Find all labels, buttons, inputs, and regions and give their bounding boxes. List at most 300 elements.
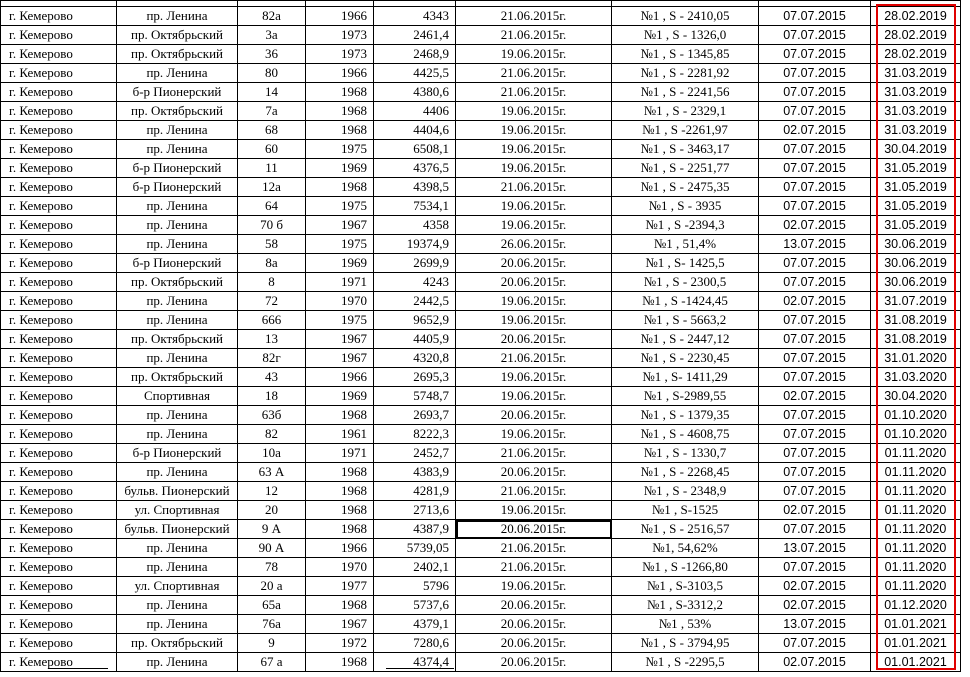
city-cell[interactable]: г. Кемерово [1,463,117,482]
inspection-date-cell[interactable]: 19.06.2015г. [456,292,612,311]
deadline-cell[interactable]: 30.04.2019 [871,140,961,159]
deadline-cell[interactable]: 01.11.2020 [871,520,961,539]
city-cell[interactable]: г. Кемерово [1,64,117,83]
act-cell[interactable]: №1 , S -2295,5 [612,653,759,672]
house-cell[interactable]: 20 а [238,577,306,596]
area-cell[interactable]: 19374,9 [374,235,456,254]
act-date-cell[interactable]: 02.07.2015 [759,387,871,406]
area-cell[interactable]: 2402,1 [374,558,456,577]
act-date-cell[interactable]: 13.07.2015 [759,539,871,558]
act-date-cell[interactable]: 02.07.2015 [759,596,871,615]
inspection-date-cell[interactable]: 20.06.2015г. [456,330,612,349]
inspection-date-cell[interactable]: 20.06.2015г. [456,273,612,292]
deadline-cell[interactable]: 31.05.2019 [871,178,961,197]
deadline-cell[interactable]: 30.04.2020 [871,387,961,406]
deadline-cell[interactable]: 28.02.2019 [871,45,961,64]
year-cell[interactable]: 1968 [306,121,374,140]
year-cell[interactable]: 1977 [306,577,374,596]
year-cell[interactable]: 1975 [306,197,374,216]
act-cell[interactable]: №1 , S - 2447,12 [612,330,759,349]
act-date-cell[interactable]: 07.07.2015 [759,159,871,178]
act-date-cell[interactable]: 07.07.2015 [759,634,871,653]
city-cell[interactable]: г. Кемерово [1,273,117,292]
city-cell[interactable]: г. Кемерово [1,235,117,254]
inspection-date-cell[interactable]: 21.06.2015г. [456,178,612,197]
deadline-cell[interactable]: 01.11.2020 [871,501,961,520]
house-cell[interactable]: 60 [238,140,306,159]
year-cell[interactable]: 1966 [306,368,374,387]
house-cell[interactable]: 666 [238,311,306,330]
year-cell[interactable]: 1973 [306,45,374,64]
act-cell[interactable]: №1 , S -2394,3 [612,216,759,235]
area-cell[interactable]: 4243 [374,273,456,292]
city-cell[interactable]: г. Кемерово [1,159,117,178]
act-cell[interactable]: №1 , S-2989,55 [612,387,759,406]
city-cell[interactable]: г. Кемерово [1,140,117,159]
inspection-date-cell[interactable]: 21.06.2015г. [456,26,612,45]
act-date-cell[interactable]: 07.07.2015 [759,7,871,26]
house-cell[interactable]: 43 [238,368,306,387]
act-date-cell[interactable]: 07.07.2015 [759,482,871,501]
act-cell[interactable]: №1 , S - 1326,0 [612,26,759,45]
year-cell[interactable]: 1969 [306,254,374,273]
street-cell[interactable]: пр. Ленина [117,292,238,311]
city-cell[interactable]: г. Кемерово [1,558,117,577]
area-cell[interactable]: 4379,1 [374,615,456,634]
city-cell[interactable]: г. Кемерово [1,482,117,501]
area-cell[interactable]: 5796 [374,577,456,596]
house-cell[interactable]: 78 [238,558,306,577]
act-date-cell[interactable]: 02.07.2015 [759,216,871,235]
street-cell[interactable]: бульв. Пионерский [117,482,238,501]
area-cell[interactable]: 7534,1 [374,197,456,216]
house-cell[interactable]: 58 [238,235,306,254]
year-cell[interactable]: 1968 [306,596,374,615]
inspection-date-cell[interactable]: 21.06.2015г. [456,539,612,558]
act-cell[interactable]: №1 , S - 2475,35 [612,178,759,197]
year-cell[interactable]: 1971 [306,444,374,463]
house-cell[interactable]: 90 А [238,539,306,558]
street-cell[interactable]: б-р Пионерский [117,83,238,102]
area-cell[interactable]: 4358 [374,216,456,235]
city-cell[interactable]: г. Кемерово [1,615,117,634]
house-cell[interactable]: 63 А [238,463,306,482]
street-cell[interactable]: б-р Пионерский [117,254,238,273]
year-cell[interactable]: 1970 [306,558,374,577]
act-cell[interactable]: №1 , S - 3794,95 [612,634,759,653]
street-cell[interactable]: пр. Октябрьский [117,273,238,292]
area-cell[interactable]: 9652,9 [374,311,456,330]
act-cell[interactable]: №1 , S- 1425,5 [612,254,759,273]
house-cell[interactable]: 70 б [238,216,306,235]
area-cell[interactable]: 4281,9 [374,482,456,501]
year-cell[interactable]: 1969 [306,159,374,178]
city-cell[interactable]: г. Кемерово [1,653,117,672]
area-cell[interactable]: 2695,3 [374,368,456,387]
inspection-date-cell[interactable]: 19.06.2015г. [456,501,612,520]
act-date-cell[interactable]: 07.07.2015 [759,26,871,45]
year-cell[interactable]: 1968 [306,501,374,520]
deadline-cell[interactable]: 31.08.2019 [871,330,961,349]
year-cell[interactable]: 1968 [306,463,374,482]
house-cell[interactable]: 76а [238,615,306,634]
street-cell[interactable]: пр. Октябрьский [117,330,238,349]
act-date-cell[interactable]: 07.07.2015 [759,349,871,368]
year-cell[interactable]: 1968 [306,653,374,672]
act-date-cell[interactable]: 07.07.2015 [759,368,871,387]
inspection-date-cell[interactable]: 19.06.2015г. [456,425,612,444]
act-date-cell[interactable]: 07.07.2015 [759,197,871,216]
act-date-cell[interactable]: 07.07.2015 [759,64,871,83]
deadline-cell[interactable]: 30.06.2019 [871,235,961,254]
act-cell[interactable]: №1 , S -2261,97 [612,121,759,140]
house-cell[interactable]: 36 [238,45,306,64]
inspection-date-cell[interactable]: 21.06.2015г. [456,7,612,26]
city-cell[interactable]: г. Кемерово [1,634,117,653]
city-cell[interactable]: г. Кемерово [1,577,117,596]
act-cell[interactable]: №1 , S - 2268,45 [612,463,759,482]
house-cell[interactable]: 63б [238,406,306,425]
street-cell[interactable]: пр. Ленина [117,216,238,235]
house-cell[interactable]: 64 [238,197,306,216]
deadline-cell[interactable]: 01.12.2020 [871,596,961,615]
deadline-cell[interactable]: 31.08.2019 [871,311,961,330]
year-cell[interactable]: 1968 [306,482,374,501]
deadline-cell[interactable]: 28.02.2019 [871,7,961,26]
deadline-cell[interactable]: 31.05.2019 [871,159,961,178]
city-cell[interactable]: г. Кемерово [1,7,117,26]
house-cell[interactable]: 80 [238,64,306,83]
deadline-cell[interactable]: 31.03.2019 [871,102,961,121]
act-cell[interactable]: №1 , S - 2300,5 [612,273,759,292]
house-cell[interactable]: 12а [238,178,306,197]
year-cell[interactable]: 1966 [306,7,374,26]
act-cell[interactable]: №1 , S - 2251,77 [612,159,759,178]
act-date-cell[interactable]: 13.07.2015 [759,615,871,634]
area-cell[interactable]: 4398,5 [374,178,456,197]
deadline-cell[interactable]: 31.05.2019 [871,197,961,216]
city-cell[interactable]: г. Кемерово [1,368,117,387]
year-cell[interactable]: 1961 [306,425,374,444]
city-cell[interactable]: г. Кемерово [1,501,117,520]
year-cell[interactable]: 1972 [306,634,374,653]
house-cell[interactable]: 20 [238,501,306,520]
house-cell[interactable]: 3а [238,26,306,45]
inspection-date-cell[interactable]: 21.06.2015г. [456,444,612,463]
deadline-cell[interactable]: 01.01.2021 [871,634,961,653]
city-cell[interactable]: г. Кемерово [1,83,117,102]
city-cell[interactable]: г. Кемерово [1,26,117,45]
house-cell[interactable]: 82 [238,425,306,444]
inspection-date-cell[interactable]: 20.06.2015г. [456,634,612,653]
area-cell[interactable]: 4320,8 [374,349,456,368]
act-date-cell[interactable]: 02.07.2015 [759,653,871,672]
house-cell[interactable]: 12 [238,482,306,501]
area-cell[interactable]: 8222,3 [374,425,456,444]
house-cell[interactable]: 72 [238,292,306,311]
city-cell[interactable]: г. Кемерово [1,45,117,64]
street-cell[interactable]: пр. Ленина [117,425,238,444]
house-cell[interactable]: 10а [238,444,306,463]
act-cell[interactable]: №1 , S - 4608,75 [612,425,759,444]
city-cell[interactable]: г. Кемерово [1,387,117,406]
act-date-cell[interactable]: 07.07.2015 [759,330,871,349]
house-cell[interactable]: 14 [238,83,306,102]
street-cell[interactable]: пр. Ленина [117,311,238,330]
year-cell[interactable]: 1968 [306,102,374,121]
city-cell[interactable]: г. Кемерово [1,596,117,615]
act-date-cell[interactable]: 02.07.2015 [759,501,871,520]
house-cell[interactable]: 8 [238,273,306,292]
deadline-cell[interactable]: 01.11.2020 [871,539,961,558]
city-cell[interactable]: г. Кемерово [1,292,117,311]
area-cell[interactable]: 5739,05 [374,539,456,558]
deadline-cell[interactable]: 01.01.2021 [871,653,961,672]
area-cell[interactable]: 2693,7 [374,406,456,425]
area-cell[interactable]: 2699,9 [374,254,456,273]
act-cell[interactable]: №1 , S - 3935 [612,197,759,216]
deadline-cell[interactable]: 31.03.2020 [871,368,961,387]
act-cell[interactable]: №1 , S - 2329,1 [612,102,759,121]
inspection-date-cell[interactable]: 21.06.2015г. [456,558,612,577]
city-cell[interactable]: г. Кемерово [1,216,117,235]
house-cell[interactable]: 7а [238,102,306,121]
deadline-cell[interactable]: 31.03.2019 [871,83,961,102]
act-cell[interactable]: №1 , S - 1379,35 [612,406,759,425]
deadline-cell[interactable]: 31.03.2019 [871,121,961,140]
act-cell[interactable]: №1 , S - 2348,9 [612,482,759,501]
street-cell[interactable]: пр. Октябрьский [117,45,238,64]
inspection-date-cell[interactable]: 19.06.2015г. [456,368,612,387]
city-cell[interactable]: г. Кемерово [1,121,117,140]
house-cell[interactable]: 11 [238,159,306,178]
act-date-cell[interactable]: 07.07.2015 [759,444,871,463]
area-cell[interactable]: 5737,6 [374,596,456,615]
city-cell[interactable]: г. Кемерово [1,520,117,539]
inspection-date-cell[interactable]: 19.06.2015г. [456,197,612,216]
act-cell[interactable]: №1 , S-3312,2 [612,596,759,615]
inspection-date-cell[interactable]: 20.06.2015г. [456,406,612,425]
year-cell[interactable]: 1973 [306,26,374,45]
act-cell[interactable]: №1 , S- 1411,29 [612,368,759,387]
act-date-cell[interactable]: 07.07.2015 [759,83,871,102]
street-cell[interactable]: Спортивная [117,387,238,406]
house-cell[interactable]: 67 а [238,653,306,672]
act-date-cell[interactable]: 07.07.2015 [759,45,871,64]
act-cell[interactable]: №1 , S-3103,5 [612,577,759,596]
area-cell[interactable]: 2452,7 [374,444,456,463]
street-cell[interactable]: б-р Пионерский [117,444,238,463]
act-date-cell[interactable]: 07.07.2015 [759,520,871,539]
house-cell[interactable]: 68 [238,121,306,140]
act-cell[interactable]: №1, 54,62% [612,539,759,558]
street-cell[interactable]: б-р Пионерский [117,178,238,197]
act-cell[interactable]: №1 , S -1424,45 [612,292,759,311]
street-cell[interactable]: пр. Ленина [117,140,238,159]
inspection-date-cell[interactable]: 21.06.2015г. [456,83,612,102]
inspection-date-cell[interactable]: 19.06.2015г. [456,140,612,159]
city-cell[interactable]: г. Кемерово [1,102,117,121]
deadline-cell[interactable]: 01.10.2020 [871,406,961,425]
year-cell[interactable]: 1975 [306,140,374,159]
city-cell[interactable]: г. Кемерово [1,406,117,425]
year-cell[interactable]: 1967 [306,330,374,349]
area-cell[interactable]: 6508,1 [374,140,456,159]
city-cell[interactable]: г. Кемерово [1,349,117,368]
street-cell[interactable]: пр. Октябрьский [117,634,238,653]
act-date-cell[interactable]: 02.07.2015 [759,577,871,596]
area-cell[interactable]: 2461,4 [374,26,456,45]
deadline-cell[interactable]: 01.11.2020 [871,577,961,596]
year-cell[interactable]: 1966 [306,64,374,83]
act-date-cell[interactable]: 07.07.2015 [759,140,871,159]
street-cell[interactable]: пр. Октябрьский [117,26,238,45]
area-cell[interactable]: 4376,5 [374,159,456,178]
street-cell[interactable]: пр. Ленина [117,558,238,577]
act-cell[interactable]: №1 , 51,4% [612,235,759,254]
inspection-date-cell[interactable]: 19.06.2015г. [456,387,612,406]
act-cell[interactable]: №1 , S-1525 [612,501,759,520]
street-cell[interactable]: пр. Октябрьский [117,102,238,121]
street-cell[interactable]: пр. Октябрьский [117,368,238,387]
city-cell[interactable]: г. Кемерово [1,197,117,216]
deadline-cell[interactable]: 30.06.2019 [871,273,961,292]
street-cell[interactable]: пр. Ленина [117,615,238,634]
street-cell[interactable]: бульв. Пионерский [117,520,238,539]
city-cell[interactable]: г. Кемерово [1,254,117,273]
act-cell[interactable]: №1 , S - 3463,17 [612,140,759,159]
area-cell[interactable]: 2442,5 [374,292,456,311]
act-date-cell[interactable]: 07.07.2015 [759,273,871,292]
deadline-cell[interactable]: 01.11.2020 [871,444,961,463]
inspection-date-cell[interactable]: 21.06.2015г. [456,482,612,501]
area-cell[interactable]: 4380,6 [374,83,456,102]
deadline-cell[interactable]: 30.06.2019 [871,254,961,273]
act-cell[interactable]: №1 , S - 2241,56 [612,83,759,102]
inspection-date-cell[interactable]: 21.06.2015г. [456,64,612,83]
street-cell[interactable]: ул. Спортивная [117,501,238,520]
area-cell[interactable]: 4383,9 [374,463,456,482]
inspection-date-cell[interactable]: 26.06.2015г. [456,235,612,254]
area-cell[interactable]: 7280,6 [374,634,456,653]
city-cell[interactable]: г. Кемерово [1,425,117,444]
act-cell[interactable]: №1 , S - 5663,2 [612,311,759,330]
year-cell[interactable]: 1975 [306,311,374,330]
inspection-date-cell[interactable]: 19.06.2015г. [456,577,612,596]
act-date-cell[interactable]: 07.07.2015 [759,178,871,197]
act-cell[interactable]: №1 , S - 2281,92 [612,64,759,83]
inspection-date-cell[interactable]: 20.06.2015г. [456,596,612,615]
inspection-date-cell[interactable]: 19.06.2015г. [456,121,612,140]
street-cell[interactable]: пр. Ленина [117,7,238,26]
act-cell[interactable]: №1 , S - 2230,45 [612,349,759,368]
street-cell[interactable]: пр. Ленина [117,539,238,558]
city-cell[interactable]: г. Кемерово [1,444,117,463]
deadline-cell[interactable]: 31.03.2019 [871,64,961,83]
act-cell[interactable]: №1 , S - 2516,57 [612,520,759,539]
act-cell[interactable]: №1 , 53% [612,615,759,634]
street-cell[interactable]: пр. Ленина [117,235,238,254]
city-cell[interactable]: г. Кемерово [1,539,117,558]
act-cell[interactable]: №1 , S - 1330,7 [612,444,759,463]
house-cell[interactable]: 13 [238,330,306,349]
area-cell[interactable]: 4387,9 [374,520,456,539]
area-cell[interactable]: 4406 [374,102,456,121]
deadline-cell[interactable]: 31.07.2019 [871,292,961,311]
street-cell[interactable]: пр. Ленина [117,349,238,368]
deadline-cell[interactable]: 31.01.2020 [871,349,961,368]
area-cell[interactable]: 4425,5 [374,64,456,83]
year-cell[interactable]: 1968 [306,406,374,425]
street-cell[interactable]: пр. Ленина [117,64,238,83]
house-cell[interactable]: 82г [238,349,306,368]
deadline-cell[interactable]: 31.05.2019 [871,216,961,235]
year-cell[interactable]: 1975 [306,235,374,254]
inspection-date-cell[interactable]: 19.06.2015г. [456,311,612,330]
inspection-date-cell[interactable]: 20.06.2015г. [456,615,612,634]
house-cell[interactable]: 18 [238,387,306,406]
act-date-cell[interactable]: 02.07.2015 [759,292,871,311]
city-cell[interactable]: г. Кемерово [1,178,117,197]
act-date-cell[interactable]: 07.07.2015 [759,425,871,444]
inspection-date-cell[interactable]: 19.06.2015г. [456,159,612,178]
deadline-cell[interactable]: 28.02.2019 [871,26,961,45]
house-cell[interactable]: 9 [238,634,306,653]
year-cell[interactable]: 1968 [306,520,374,539]
act-cell[interactable]: №1 , S - 1345,85 [612,45,759,64]
city-cell[interactable]: г. Кемерово [1,311,117,330]
inspection-date-cell[interactable]: 19.06.2015г. [456,102,612,121]
street-cell[interactable]: б-р Пионерский [117,159,238,178]
street-cell[interactable]: пр. Ленина [117,463,238,482]
act-date-cell[interactable]: 07.07.2015 [759,254,871,273]
deadline-cell[interactable]: 01.11.2020 [871,558,961,577]
year-cell[interactable]: 1967 [306,216,374,235]
year-cell[interactable]: 1970 [306,292,374,311]
year-cell[interactable]: 1967 [306,615,374,634]
house-cell[interactable]: 65а [238,596,306,615]
year-cell[interactable]: 1968 [306,83,374,102]
year-cell[interactable]: 1969 [306,387,374,406]
house-cell[interactable]: 82а [238,7,306,26]
inspection-date-cell[interactable]: 20.06.2015г. [456,520,612,539]
act-date-cell[interactable]: 07.07.2015 [759,463,871,482]
area-cell[interactable]: 4404,6 [374,121,456,140]
area-cell[interactable]: 2468,9 [374,45,456,64]
area-cell[interactable]: 4374,4 [374,653,456,672]
street-cell[interactable]: пр. Ленина [117,406,238,425]
inspection-date-cell[interactable]: 19.06.2015г. [456,216,612,235]
inspection-date-cell[interactable]: 20.06.2015г. [456,254,612,273]
house-cell[interactable]: 8а [238,254,306,273]
inspection-date-cell[interactable]: 21.06.2015г. [456,349,612,368]
inspection-date-cell[interactable]: 20.06.2015г. [456,653,612,672]
act-date-cell[interactable]: 07.07.2015 [759,558,871,577]
house-cell[interactable]: 9 А [238,520,306,539]
act-date-cell[interactable]: 07.07.2015 [759,406,871,425]
street-cell[interactable]: пр. Ленина [117,653,238,672]
street-cell[interactable]: пр. Ленина [117,197,238,216]
inspection-date-cell[interactable]: 19.06.2015г. [456,45,612,64]
act-date-cell[interactable]: 13.07.2015 [759,235,871,254]
deadline-cell[interactable]: 01.01.2021 [871,615,961,634]
year-cell[interactable]: 1968 [306,178,374,197]
area-cell[interactable]: 4343 [374,7,456,26]
act-date-cell[interactable]: 07.07.2015 [759,311,871,330]
street-cell[interactable]: пр. Ленина [117,596,238,615]
year-cell[interactable]: 1966 [306,539,374,558]
act-date-cell[interactable]: 02.07.2015 [759,121,871,140]
